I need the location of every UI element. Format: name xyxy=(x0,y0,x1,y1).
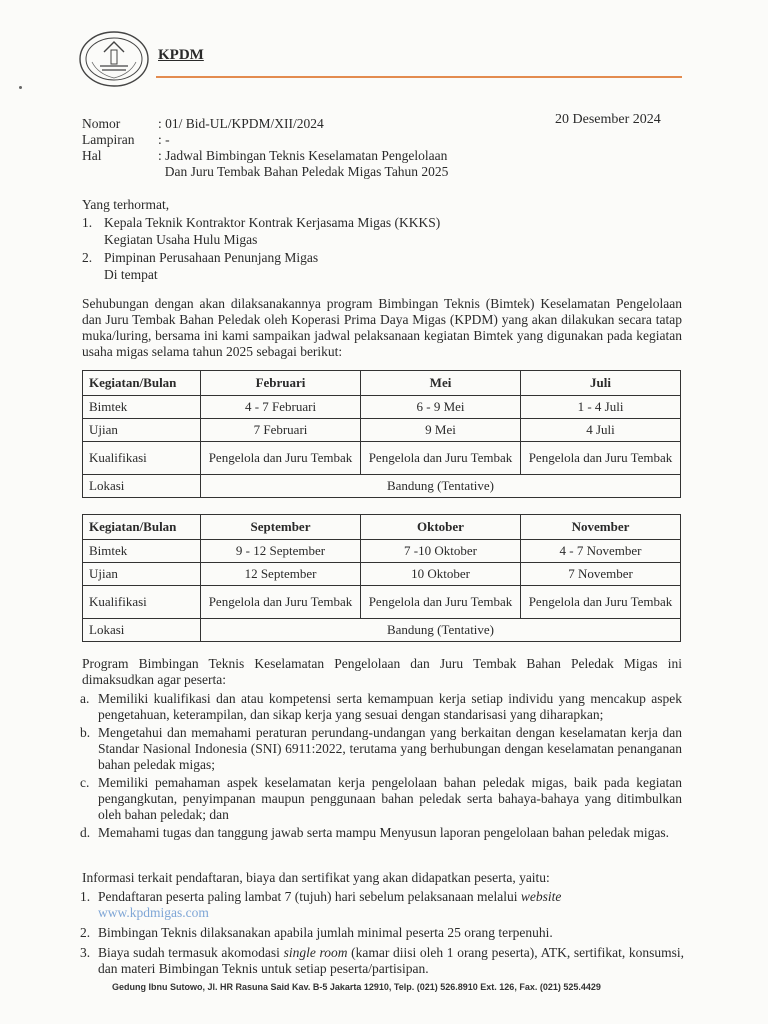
table-cell: Pengelola dan Juru Tembak xyxy=(521,586,681,619)
addressee-line: Di tempat xyxy=(104,267,158,282)
item-text-part: Pendaftaran peserta paling lambat 7 (tujuh) hari sebelum pelaksanaan melalui xyxy=(98,889,521,904)
table-cell: 9 Mei xyxy=(361,419,521,442)
table-header: Februari xyxy=(201,371,361,396)
table-cell: Bimtek xyxy=(83,540,201,563)
table-header-row xyxy=(83,371,681,396)
table-cell: 7 -10 Oktober xyxy=(361,540,521,563)
table-row xyxy=(83,442,681,475)
addressee-item xyxy=(82,249,440,267)
table-cell: 4 Juli xyxy=(521,419,681,442)
table-cell: 10 Oktober xyxy=(361,563,521,586)
table-row xyxy=(83,619,681,642)
meta-row-hal-cont xyxy=(82,164,448,180)
item-text: Memiliki kualifikasi dan atau kompetensi serta kemampuan kerja setiap individu yang mencakup aspek pengetahuan, keterampilan, dan sikap kerja yang sesuai dengan standarisasi yang diharapkan; xyxy=(98,691,682,722)
schedule-table-1 xyxy=(82,370,681,498)
table-row xyxy=(83,419,681,442)
table-cell: Kualifikasi xyxy=(83,586,201,619)
table-cell: Pengelola dan Juru Tembak xyxy=(201,442,361,475)
item-text: Memiliki pemahaman aspek keselamatan kerja pengelolaan bahan peledak migas, baik pada kegiatan pengangkutan, penyimpanan maupun penggunaan bahan peledak serta bahaya-bahaya yang ditimbulkan oleh bahan peledak; dan xyxy=(98,775,682,822)
table-cell: Kualifikasi xyxy=(83,442,201,475)
addressee-number: 2. xyxy=(82,249,93,265)
addressee-line: Kepala Teknik Kontraktor Kontrak Kerjasama Migas (KKKS) xyxy=(104,214,441,230)
info-item xyxy=(82,945,684,977)
item-text: Mengetahui dan memahami peraturan perundang-undangan yang berkaitan dengan keselamatan kerja dan Standar Nasional Indonesia (SNI) 6911:2022, terutama yang berhubungan dengan keselamatan penanganan bahan peledak migas; xyxy=(98,725,682,772)
table-header: Kegiatan/Bulan xyxy=(83,371,201,396)
item-text: Memahami tugas dan tanggung jawab serta mampu Menyusun laporan pengelolaan bahan peledak migas. xyxy=(98,825,669,840)
addressee-line: Kegiatan Usaha Hulu Migas xyxy=(104,232,258,247)
header-rule xyxy=(156,76,682,78)
item-text-part: (kamar diisi oleh 1 orang peserta), ATK, sertifikat, konsumsi, dan materi Bimbingan Teknis untuk setiap peserta/partisipan. xyxy=(98,945,684,976)
table-cell: 1 - 4 Juli xyxy=(521,396,681,419)
item-text xyxy=(98,889,684,921)
table-cell: Pengelola dan Juru Tembak xyxy=(361,442,521,475)
item-text xyxy=(98,945,684,977)
brand-name: KPDM xyxy=(158,47,204,63)
item-text-emphasis: website xyxy=(520,889,562,904)
table-cell: Ujian xyxy=(83,563,201,586)
meta-value: : Jadwal Bimbingan Teknis Keselamatan Pengelolaan xyxy=(158,148,448,163)
purpose-item xyxy=(82,825,682,841)
meta-row-nomor xyxy=(82,116,448,132)
purpose-item xyxy=(82,775,682,823)
table-cell: Pengelola dan Juru Tembak xyxy=(521,442,681,475)
table-header: November xyxy=(521,515,681,540)
scan-mark xyxy=(19,86,22,89)
meta-row-lampiran xyxy=(82,132,448,148)
table-cell: Bandung (Tentative) xyxy=(201,619,681,642)
item-text: Bimbingan Teknis dilaksanakan apabila jumlah minimal peserta 25 orang terpenuhi. xyxy=(98,925,553,940)
table-header: Mei xyxy=(361,371,521,396)
table-cell: 7 November xyxy=(521,563,681,586)
letter-date: 20 Desember 2024 xyxy=(555,112,661,127)
table-header: Juli xyxy=(521,371,681,396)
table-cell: 9 - 12 September xyxy=(201,540,361,563)
addressees xyxy=(82,196,440,284)
table-row xyxy=(83,563,681,586)
kpdm-logo xyxy=(78,30,150,88)
meta-row-hal xyxy=(82,148,448,164)
table-header: Kegiatan/Bulan xyxy=(83,515,201,540)
meta-value: : - xyxy=(158,132,170,147)
item-letter: a. xyxy=(80,691,90,706)
item-number: 2. xyxy=(80,925,91,940)
meta-label xyxy=(82,164,158,180)
purpose-item xyxy=(82,691,682,723)
table-header: September xyxy=(201,515,361,540)
addressee-line: Pimpinan Perusahaan Penunjang Migas xyxy=(104,249,319,265)
info-intro: Informasi terkait pendaftaran, biaya dan sertifikat yang akan didapatkan peserta, yaitu: xyxy=(82,870,550,885)
table-cell: Bimtek xyxy=(83,396,201,419)
table-cell: 7 Februari xyxy=(201,419,361,442)
greeting: Yang terhormat, xyxy=(82,197,170,212)
table-row xyxy=(83,540,681,563)
letter-meta xyxy=(82,116,448,180)
table-cell: 12 September xyxy=(201,563,361,586)
meta-value: : 01/ Bid-UL/KPDM/XII/2024 xyxy=(158,116,324,131)
table-row xyxy=(83,396,681,419)
table-row xyxy=(83,475,681,498)
table-cell: Pengelola dan Juru Tembak xyxy=(361,586,521,619)
table-row xyxy=(83,586,681,619)
table-cell: Lokasi xyxy=(83,475,201,498)
meta-label: Hal xyxy=(82,148,102,163)
meta-label: Lampiran xyxy=(82,132,135,147)
intro-paragraph: Sehubungan dengan akan dilaksanakannya program Bimbingan Teknis (Bimtek) Keselamatan Pengelolaan dan Juru Tembak Bahan Peledak oleh Koperasi Prima Daya Migas (KPDM) yang akan dilakukan secara tatap muka/luring, bersama ini kami sampaikan jadwal pelaksanaan kegiatan Bimtek yang digunakan pada kegiatan usaha migas selama tahun 2025 sebagai berikut: xyxy=(82,296,682,359)
item-text-emphasis: single room xyxy=(283,945,348,960)
purpose-intro: Program Bimbingan Teknis Keselamatan Pengelolaan dan Juru Tembak Bahan Peledak Migas ini dimaksudkan agar peserta: xyxy=(82,656,682,687)
info-item xyxy=(82,889,684,921)
item-text-part: Biaya sudah termasuk akomodasi xyxy=(98,945,284,960)
item-letter: d. xyxy=(80,825,91,840)
footer-address: Gedung Ibnu Sutowo, Jl. HR Rasuna Said Kav. B-5 Jakarta 12910, Telp. (021) 526.8910 Ext. 126, Fax. (021) 525.4429 xyxy=(112,982,601,992)
schedule-table-2 xyxy=(82,514,681,642)
table-cell: Bandung (Tentative) xyxy=(201,475,681,498)
table-cell: 6 - 9 Mei xyxy=(361,396,521,419)
table-cell: 4 - 7 Februari xyxy=(201,396,361,419)
item-number: 3. xyxy=(80,945,91,960)
table-cell: Lokasi xyxy=(83,619,201,642)
table-cell: 4 - 7 November xyxy=(521,540,681,563)
item-letter: b. xyxy=(80,725,91,740)
meta-label: Nomor xyxy=(82,116,121,131)
purpose-section xyxy=(82,656,682,843)
purpose-item xyxy=(82,725,682,773)
table-header-row xyxy=(83,515,681,540)
addressee-number: 1. xyxy=(82,214,93,230)
item-letter: c. xyxy=(80,775,90,790)
website-link[interactable]: www.kpdmigas.com xyxy=(98,905,209,920)
meta-value: Dan Juru Tembak Bahan Peledak Migas Tahun 2025 xyxy=(158,164,449,179)
table-header: Oktober xyxy=(361,515,521,540)
item-number: 1. xyxy=(80,889,91,904)
info-item xyxy=(82,925,684,941)
addressee-item xyxy=(82,214,440,232)
table-cell: Ujian xyxy=(83,419,201,442)
table-cell: Pengelola dan Juru Tembak xyxy=(201,586,361,619)
info-section xyxy=(82,870,684,981)
